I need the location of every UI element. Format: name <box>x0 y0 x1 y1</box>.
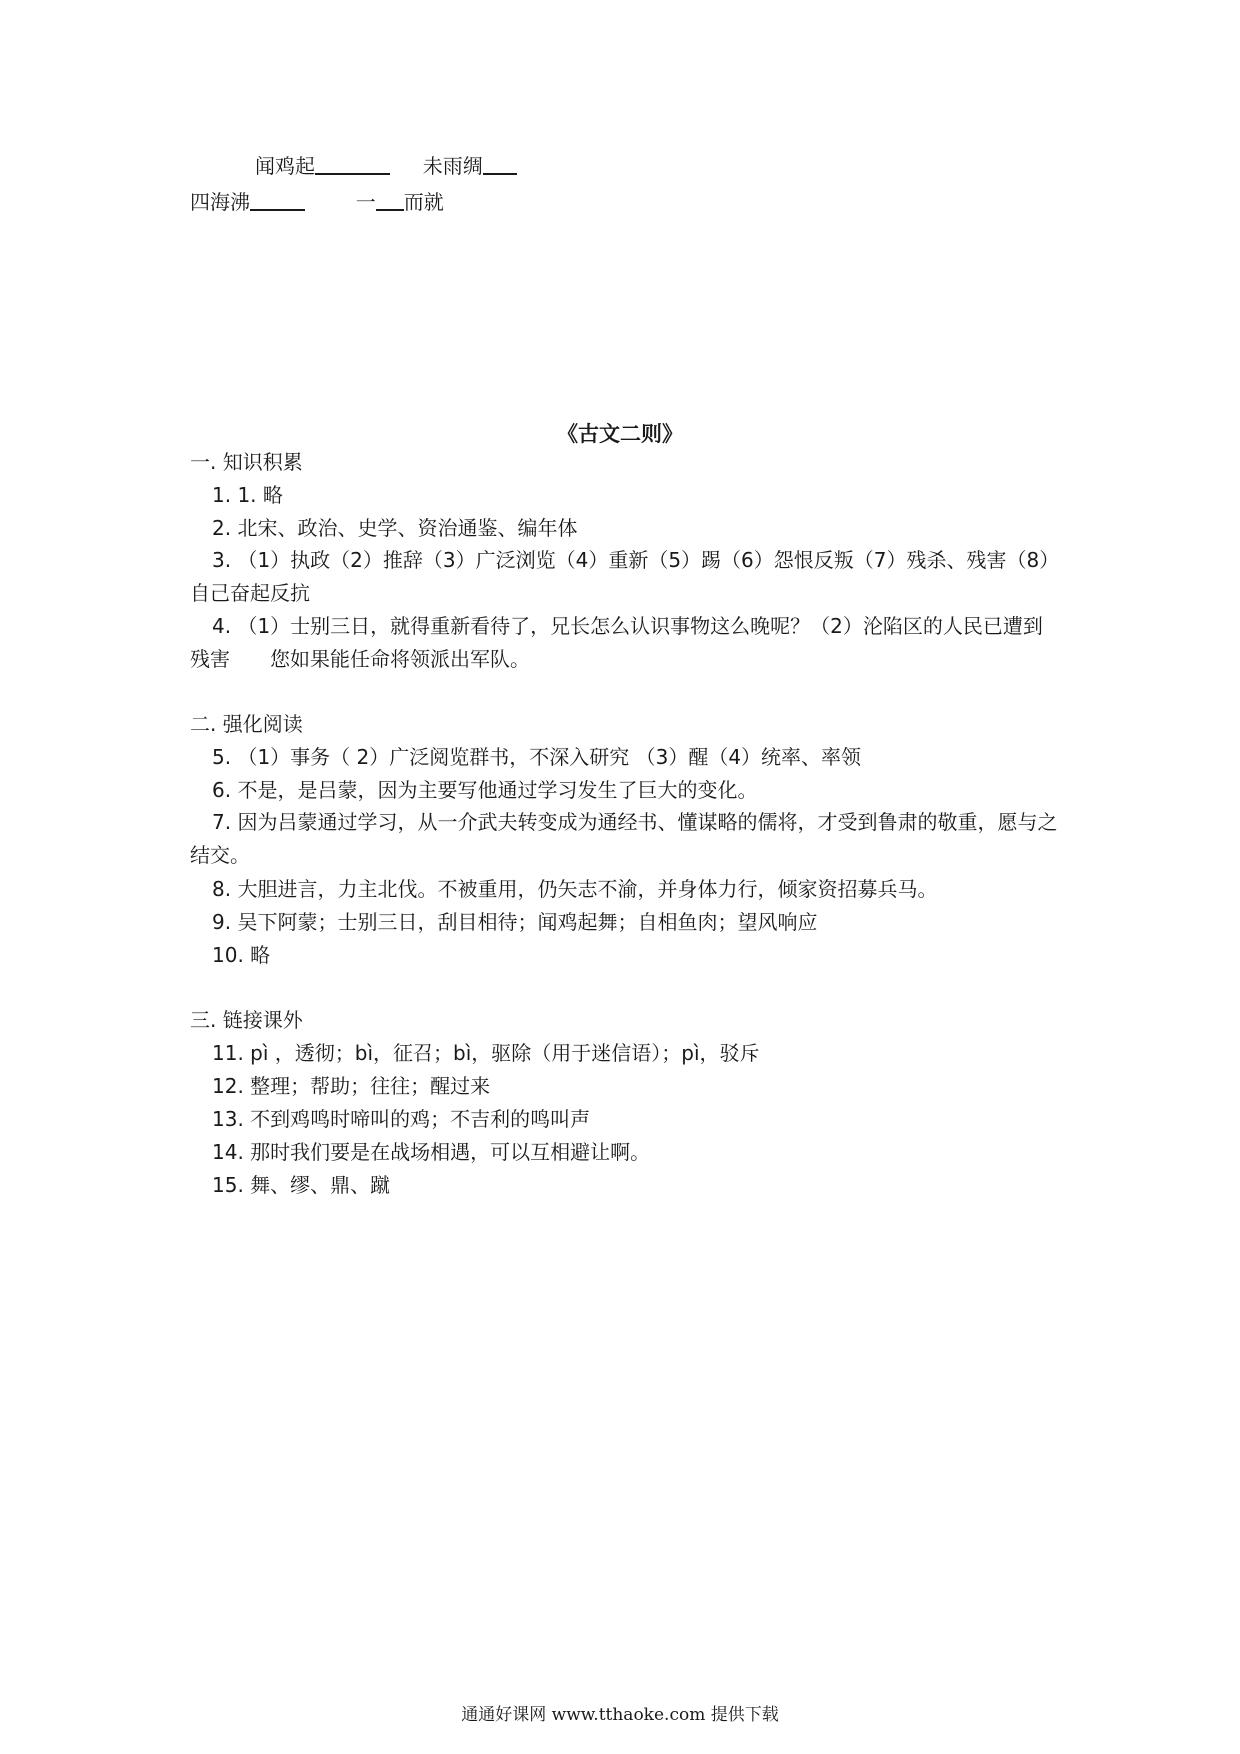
answer-item: 3. （1）执政（2）推辞（3）广泛浏览（4）重新（5）踢（6）怨恨反叛（7）残杀、残害（8）自己奋起反抗 <box>190 548 1060 605</box>
answer-item: 12. 整理；帮助；往往；醒过来 <box>212 1074 491 1098</box>
section-heading: 三. 链接课外 <box>190 1008 303 1032</box>
blank-line <box>483 153 517 175</box>
page-footer: 通通好课网 www.tthaoke.com 提供下载 <box>461 1705 779 1725</box>
fill-blank-row-1 <box>255 152 517 180</box>
page-title: 《古文二则》 <box>557 422 683 446</box>
answer-item: 5. （1）事务（ 2）广泛阅览群书，不深入研究 （3）醒（4）统率、率领 <box>212 745 862 769</box>
answer-item: 15. 舞、缪、鼎、蹴 <box>212 1173 391 1197</box>
answer-item: 14. 那时我们要是在战场相遇，可以互相避让啊。 <box>212 1140 651 1164</box>
answer-item: 2. 北宋、政治、史学、资治通鉴、编年体 <box>212 516 578 540</box>
answer-item: 1. 1. 略 <box>212 483 283 507</box>
blank-item-yi: 一 <box>355 190 376 214</box>
answer-item: 8. 大胆进言，力主北伐。不被重用，仍矢志不渝，并身体力行，倾家资招募兵马。 <box>212 877 938 901</box>
blank-line <box>315 153 390 175</box>
answer-item: 11. pì ，透彻；bì，征召；bì，驱除（用于迷信语）；pì，驳斥 <box>212 1041 760 1065</box>
answer-item: 7. 因为吕蒙通过学习，从一介武夫转变成为通经书、懂谋略的儒将，才受到鲁肃的敬重，愿与之结交。 <box>190 810 1058 867</box>
answer-item: 6. 不是，是吕蒙，因为主要写他通过学习发生了巨大的变化。 <box>212 778 758 802</box>
fill-blank-row-2 <box>190 188 444 216</box>
blank-line <box>376 189 404 211</box>
section-heading: 一. 知识积累 <box>190 450 303 474</box>
answer-item: 10. 略 <box>212 943 271 967</box>
answer-item: 9. 吴下阿蒙；士别三日，刮目相待；闻鸡起舞；自相鱼肉；望风响应 <box>212 910 818 934</box>
answer-item: 13. 不到鸡鸣时啼叫的鸡；不吉利的鸣叫声 <box>212 1107 591 1131</box>
blank-item-weiyuchou: 未雨绸 <box>422 154 483 178</box>
blank-item-sihaifei: 四海沸 <box>190 190 250 214</box>
answer-item: 4. （1）士别三日，就得重新看待了，兄长怎么认识事物这么晚呢？（2）沦陷区的人民已遭到残害 您如果能任命将领派出军队。 <box>190 614 1043 671</box>
blank-line <box>250 189 305 211</box>
section-heading: 二. 强化阅读 <box>190 712 303 736</box>
blank-item-wenjiqi: 闻鸡起 <box>255 154 315 178</box>
blank-item-erjiu: 而就 <box>403 190 444 214</box>
